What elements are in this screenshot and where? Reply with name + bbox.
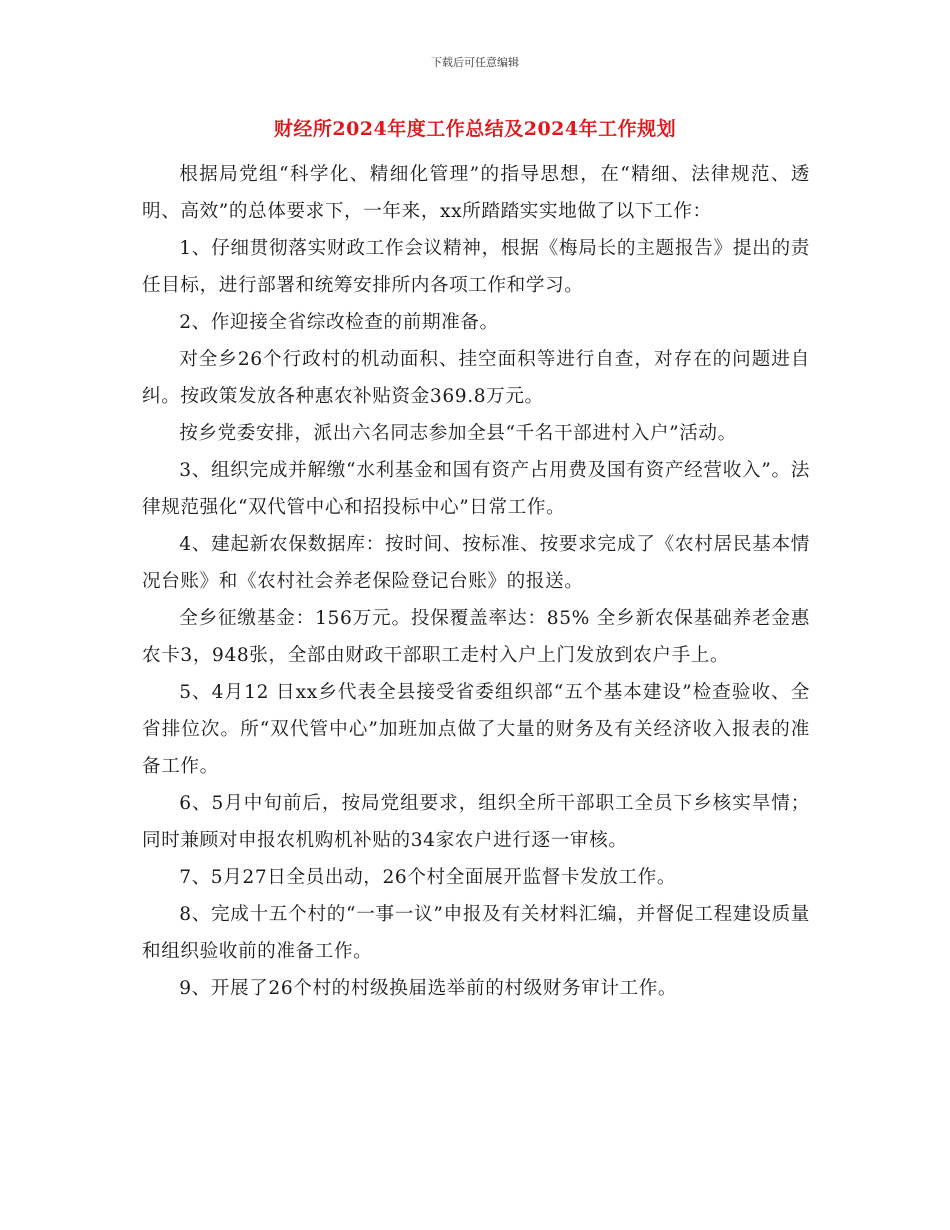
document-title: 财经所2024年度工作总结及2024年工作规划: [273, 118, 677, 140]
paragraph-item-4: 4、建起新农保数据库：按时间、按标准、按要求完成了《农村居民基本情况台账》和《农村社会养老保险登记台账》的报送。: [142, 534, 810, 592]
paragraph-item-3: 3、组织完成并解缴“水利基金和国有资产占用费及国有资产经营收入”。法律规范强化“双代管中心和招投标中心”日常工作。: [142, 460, 810, 518]
paragraph-village-visit: 按乡党委安排，派出六名同志参加全县“千名干部进村入户”活动。: [179, 423, 737, 444]
paragraph-item-8: 8、完成十五个村的“一事一议”申报及有关材料汇编，并督促工程建设质量和组织验收前的准备工作。: [142, 904, 810, 962]
paragraph-item-5: 5、4月12 日xx乡代表全县接受省委组织部“五个基本建设”检查验收、全省排位次。所“双代管中心”加班加点做了大量的财务及有关经济收入报表的准备工作。: [142, 682, 810, 777]
paragraph-item-7: 7、5月27日全员出动，26个村全面展开监督卡发放工作。: [179, 867, 677, 888]
paragraph-item-6: 6、5月中旬前后，按局党组要求，组织全所干部职工全员下乡核实旱情；同时兼顾对申报农机购机补贴的34家农户进行逐一审核。: [142, 793, 810, 851]
paragraph-item-2: 2、作迎接全省综改检查的前期准备。: [179, 312, 499, 333]
document-body: [142, 156, 810, 1007]
paragraph-item-1: 1、仔细贯彻落实财政工作会议精神，根据《梅局长的主题报告》提出的责任目标，进行部署和统筹安排所内各项工作和学习。: [142, 238, 810, 296]
header-note: 下载后可任意编辑: [431, 56, 519, 69]
paragraph-item-9: 9、开展了26个村的村级换届选举前的村级财务审计工作。: [179, 978, 678, 999]
paragraph-fund-collection: 全乡征缴基金：156万元。投保覆盖率达：85% 全乡新农保基础养老金惠农卡3，948张，全部由财政干部职工走村入户上门发放到农户手上。: [142, 608, 810, 666]
paragraph-self-check: 对全乡26个行政村的机动面积、挂空面积等进行自查，对存在的问题进自纠。按政策发放各种惠农补贴资金369.8万元。: [142, 349, 810, 407]
paragraph-intro: 根据局党组“科学化、精细化管理”的指导思想，在“精细、法律规范、透明、高效”的总体要求下，一年来，xx所踏踏实实地做了以下工作：: [142, 164, 810, 222]
